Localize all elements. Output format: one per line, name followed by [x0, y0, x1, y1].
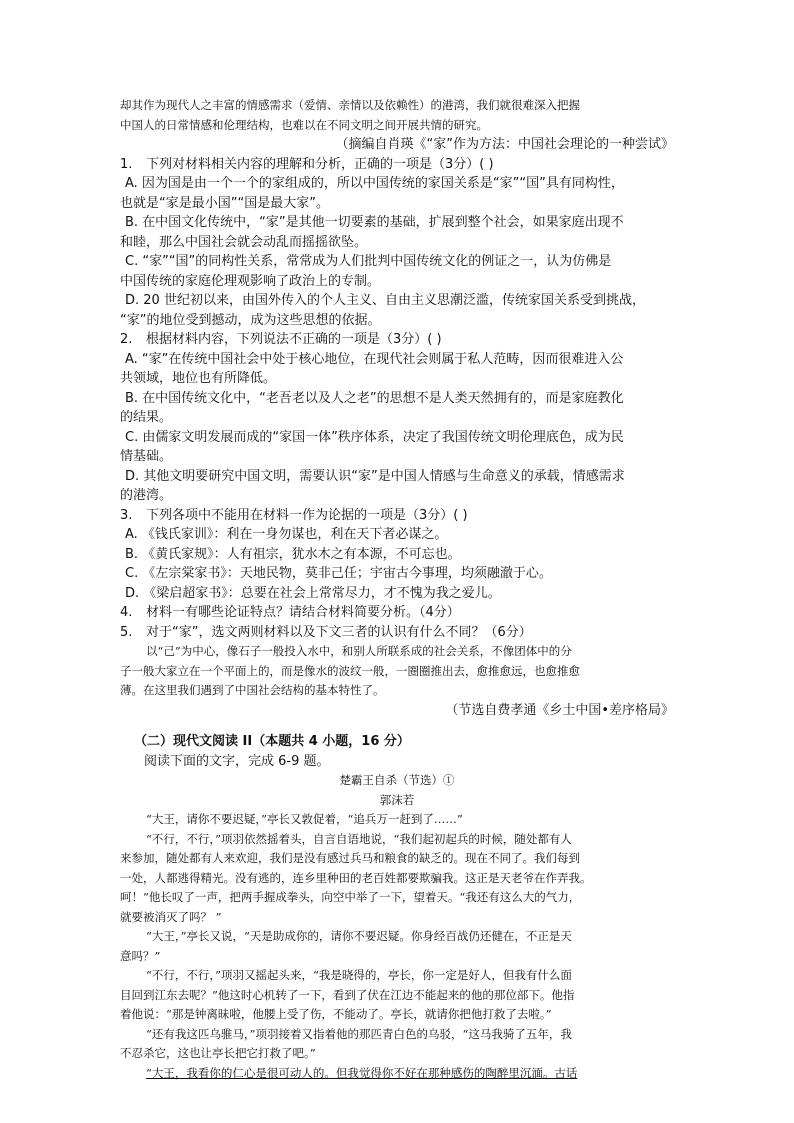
question-number: 2.	[120, 332, 133, 347]
text-line: 却其作为现代人之丰富的情感需求（爱情、亲情以及依赖性）的港湾，我们就很难深入把握	[120, 98, 580, 112]
story-line: 目回到江东去呢？”他这时心机转了一下，看到了伏在江边不能起来的他的那位部下。他指	[120, 987, 575, 1002]
question-number: 5.	[120, 624, 133, 640]
option-a-line-2: 也就是“家是最小国”“国是最大家”。	[120, 195, 329, 211]
option-a: A. 《钱氏家训》：利在一身勿谋也，利在天下者必谋之。	[125, 527, 448, 542]
option-d: D. 《梁启超家书》：总要在社会上常常尽力，才不愧为我之爱儿。	[125, 585, 501, 601]
question-stem: 根据材料内容，下列说法不正确的一项是（3分）( )	[146, 332, 442, 347]
question-number: 1.	[120, 156, 133, 172]
story-title: 楚霸王自杀（节选）①	[339, 773, 455, 787]
story-line: “不行，不行，”项羽依然摇着头，自言自语地说，“我们起初起兵的时候，随处都有人	[146, 831, 572, 846]
option-b: B. 《黄氏家规》：人有祖宗，犹水木之有本源，不可忘也。	[125, 546, 461, 562]
question-stem: 材料一有哪些论证特点？请结合材料简要分析。（4分）	[146, 605, 460, 620]
story-line: 意吗？”	[120, 948, 161, 963]
quote-paragraph	[120, 642, 674, 701]
option-d-line-2: 的港湾。	[120, 488, 173, 503]
option-a-line-1: A. “家”在传统中国社会中处于核心地位，在现代社会则属于私人范畴，因而很难进入公	[125, 351, 624, 367]
question-4	[120, 603, 674, 623]
source-citation-2: （节选自费孝通《乡土中国•差序格局》	[445, 702, 674, 718]
option-d-line-1: D. 其他文明要研究中国文明，需要认识“家”是中国人情感与生命意义的承载，情感需求	[125, 468, 625, 484]
story-line: 着他说：“那是钟离昧啦，他腰上受了伤，不能动了。亭长，就请你把他打救了去啦。”	[120, 1007, 552, 1021]
story-body	[120, 810, 674, 1083]
section-heading: （二）现代文阅读 II（本题共 4 小题，16 分）	[134, 734, 410, 749]
story-line: 不忍杀它，这也让亭长把它打救了吧。”	[120, 1046, 316, 1060]
question-2	[120, 330, 674, 506]
option-d-line-2: “家”的地位受到撼动，成为这些思想的依据。	[120, 312, 381, 328]
story-line: 呵！”他长叹了一声，把两手握成拳头，向空中举了一下，望着天。“我还有这么大的气力，	[120, 890, 581, 904]
option-d-line-1: D. 20 世纪初以来，由国外传入的个人主义、自由主义思潮泛滥，传统家国关系受到挑战，	[125, 293, 645, 308]
option-b-line-2: 和睦，那么中国社会就会动乱而摇摇欲坠。	[120, 234, 368, 250]
top-paragraph	[120, 96, 674, 135]
question-number: 4.	[120, 605, 133, 620]
text-line: 薄。在这里我们遇到了中国社会结构的基本特性了。	[120, 683, 385, 697]
option-b-line-2: 的结果。	[120, 410, 173, 425]
section-instruction: 阅读下面的文字，完成 6-9 题。	[144, 753, 330, 769]
story-line: “大王，请你不要迟疑，”亭长又敦促着，“追兵万一赶到了……”	[146, 812, 463, 826]
story-line: “还有我这匹乌骓马，”项羽接着又指着他的那匹青白色的乌驳，“这马我骑了五年，我	[146, 1026, 572, 1041]
story-line: 来参加，随处都有人来欢迎，我们是没有感过兵马和粮食的缺乏的。现在不同了。我们每到	[120, 851, 580, 865]
question-stem: 下列各项中不能用在材料一作为论据的一项是（3分）( )	[146, 507, 468, 523]
question-5	[120, 623, 674, 643]
option-c-line-2: 情基础。	[120, 449, 173, 464]
option-b-line-1: B. 在中国文化传统中，“家”是其他一切要素的基础，扩展到整个社会，如果家庭出现不	[125, 215, 624, 230]
story-line: 一处，人都逃得精光。没有逃的，连乡里种田的老百姓都要欺骗我。这正是天老爷在作弄我。	[120, 870, 592, 885]
option-c-line-1: C. “家”“国”的同构性关系，常常成为人们批判中国传统文化的例证之一，认为仿佛是	[125, 254, 612, 269]
text-line: 以“己”为中心，像石子一般投入水中，和别人所联系成的社会关系，不像团体中的分	[146, 644, 572, 658]
option-b-line-1: B. 在中国传统文化中，“老吾老以及人之老”的思想不是人类天然拥有的，而是家庭教化	[125, 390, 624, 406]
question-3	[120, 506, 674, 604]
question-number: 3.	[120, 507, 133, 523]
option-c-line-2: 中国传统的家庭伦理观影响了政治上的专制。	[120, 273, 381, 289]
option-c: C. 《左宗棠家书》：天地民物，莫非己任；宇宙古今事理，均须融澈于心。	[125, 566, 552, 581]
question-1	[120, 155, 674, 331]
underlined-story-line: “大王，我看你的仁心是很可动人的。但我觉得你不好在那种感伤的陶醉里沉湎。古话	[146, 1065, 578, 1080]
option-a-line-2: 共领域，地位也有所降低。	[120, 371, 277, 386]
option-a-line-1: A. 因为国是由一个一个的家组成的，所以中国传统的家国关系是“家”“国”具有同构性，	[125, 176, 624, 191]
text-line: 子一般大家立在一个平面上的，而是像水的波纹一般，一圈圈推出去，愈推愈远，也愈推愈	[120, 663, 580, 678]
story-line: 就要被消灭了吗？ ”	[120, 909, 222, 924]
option-c-line-1: C. 由儒家文明发展而成的“家国一体”秩序体系，决定了我国传统文明伦理底色，成为民	[125, 429, 624, 445]
source-citation-1: （摘编自肖瑛《“家”作为方法：中国社会理论的一种尝试》	[335, 137, 674, 152]
question-stem: 下列对材料相关内容的理解和分析，正确的一项是（3分）( )	[146, 156, 494, 172]
story-line: “不行，不行，”项羽又摇起头来，“我是晓得的，亭长，你一定是好人，但我有什么面	[146, 968, 572, 982]
question-stem: 对于“家”，选文两则材料以及下文三者的认识有什么不同？（6分）	[146, 624, 532, 640]
story-line: “大王，”亭长又说，“天是助成你的，请你不要迟疑。你身经百战仍还健在，不正是天	[146, 929, 572, 943]
text-line: 中国人的日常情感和伦理结构，也难以在不同文明之间开展共情的研究。	[120, 117, 488, 132]
story-author: 郭沫若	[379, 792, 415, 807]
